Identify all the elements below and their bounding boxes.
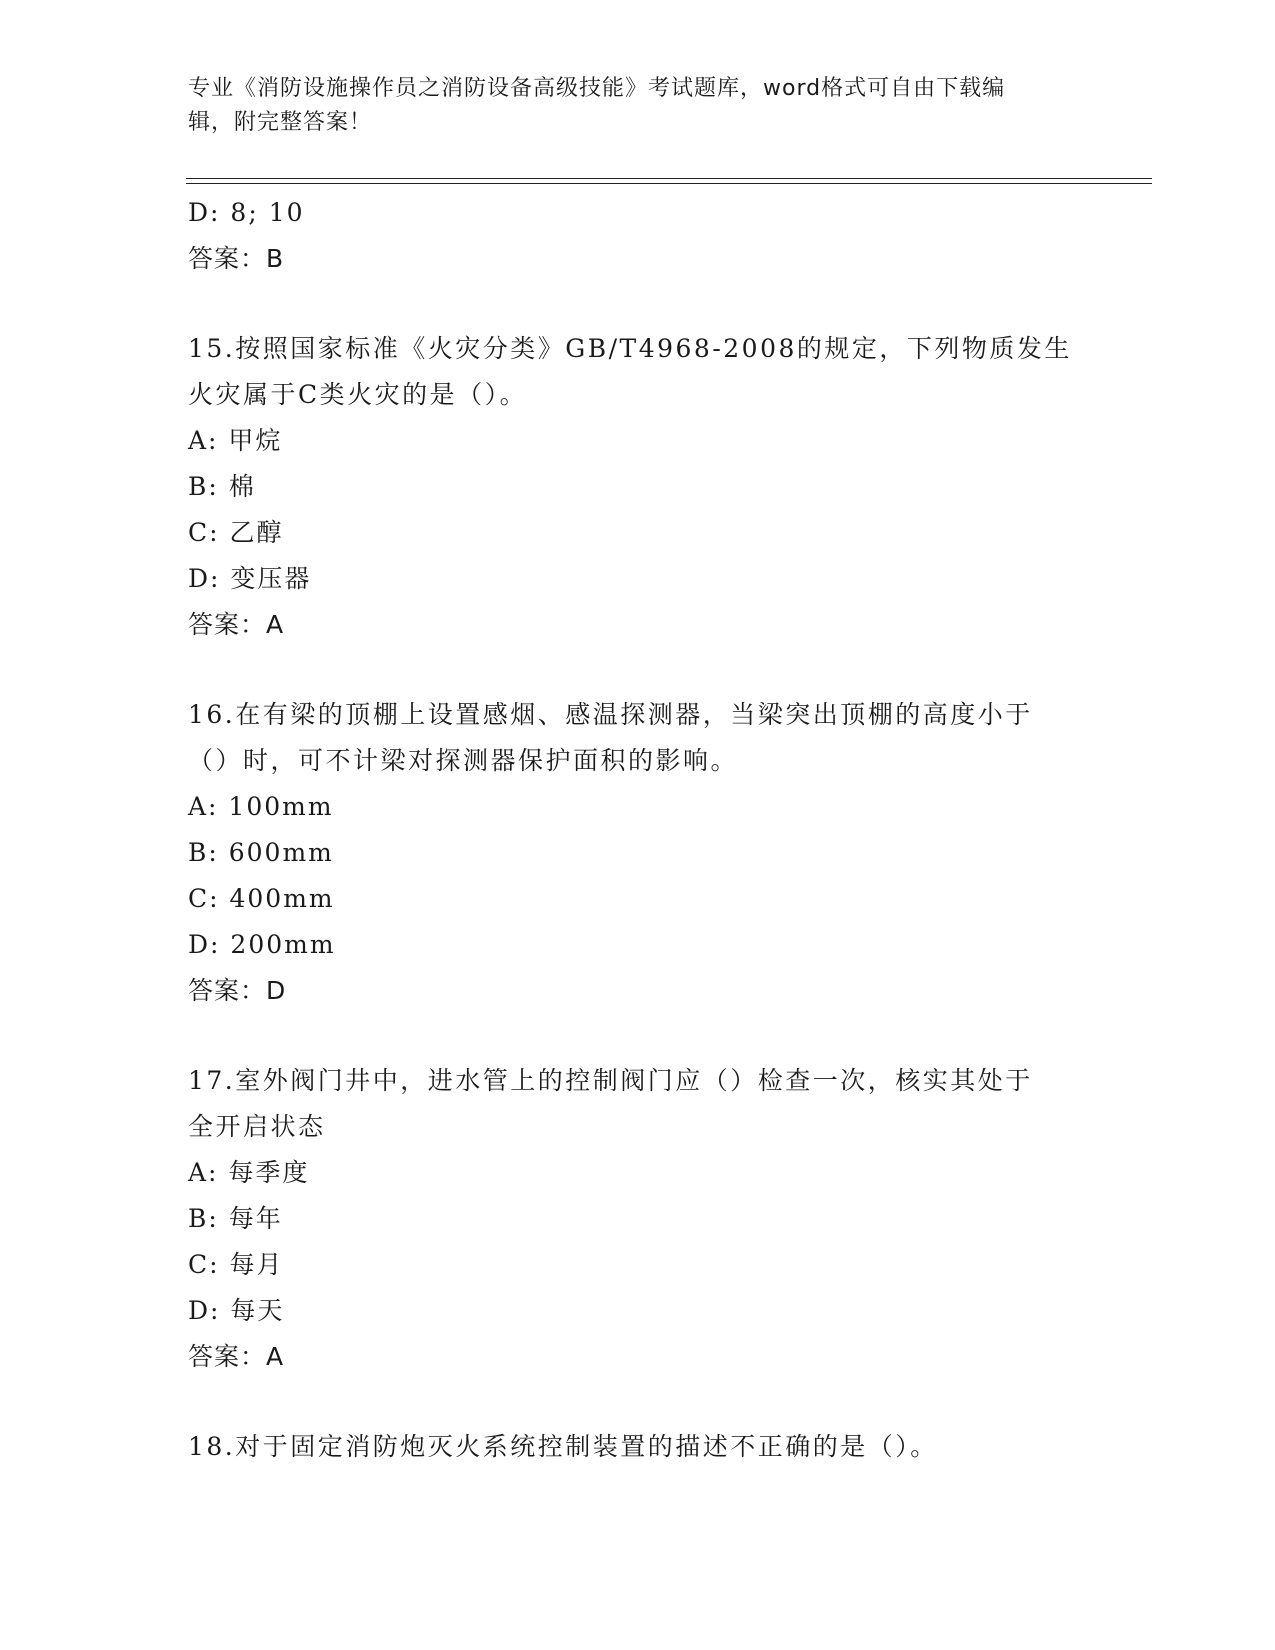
option-c: C: 每月 — [188, 1250, 284, 1279]
question-17 — [188, 1058, 1088, 1380]
question-list — [188, 190, 1088, 1470]
option-c: C: 乙醇 — [188, 518, 284, 547]
header-line-2: 辑，附完整答案！ — [188, 110, 373, 135]
question-text-line-1: 17.室外阀门井中，进水管上的控制阀门应（）检查一次，核实其处于 — [188, 1066, 1033, 1095]
question-text-line-2: （）时，可不计梁对探测器保护面积的影响。 — [188, 746, 739, 775]
option-b: B: 每年 — [188, 1204, 283, 1233]
option-d: D: 变压器 — [188, 564, 312, 593]
question-text-line-1: 18.对于固定消防炮灭火系统控制装置的描述不正确的是（）。 — [188, 1432, 938, 1461]
previous-question-tail — [188, 190, 1088, 282]
option-d: D: 8; 10 — [188, 198, 305, 227]
option-a: A: 甲烷 — [188, 426, 283, 455]
option-b: B: 棉 — [188, 472, 256, 501]
question-text-line-2: 火灾属于C类火灾的是（）。 — [188, 380, 528, 409]
question-text-line-2: 全开启状态 — [188, 1112, 326, 1141]
option-a: A: 每季度 — [188, 1158, 310, 1187]
question-16 — [188, 692, 1088, 1014]
question-15 — [188, 326, 1088, 648]
answer-line: 答案：B — [188, 244, 285, 273]
answer-line: 答案：D — [188, 976, 287, 1005]
option-a: A: 100mm — [188, 792, 334, 821]
question-text-line-1: 15.按照国家标准《火灾分类》GB/T4968-2008的规定，下列物质发生 — [188, 334, 1072, 363]
option-c: C: 400mm — [188, 884, 335, 913]
header-divider-top — [186, 178, 1152, 179]
header-line-1: 专业《消防设施操作员之消防设备高级技能》考试题库，word格式可自由下载编 — [188, 76, 1006, 101]
option-d: D: 200mm — [188, 930, 336, 959]
option-b: B: 600mm — [188, 838, 334, 867]
answer-line: 答案：A — [188, 610, 285, 639]
question-18 — [188, 1424, 1088, 1470]
document-header — [188, 72, 1068, 140]
answer-line: 答案：A — [188, 1342, 285, 1371]
header-divider-bottom — [186, 183, 1152, 184]
question-text-line-1: 16.在有梁的顶棚上设置感烟、感温探测器，当梁突出顶棚的高度小于 — [188, 700, 1033, 729]
option-d: D: 每天 — [188, 1296, 285, 1325]
